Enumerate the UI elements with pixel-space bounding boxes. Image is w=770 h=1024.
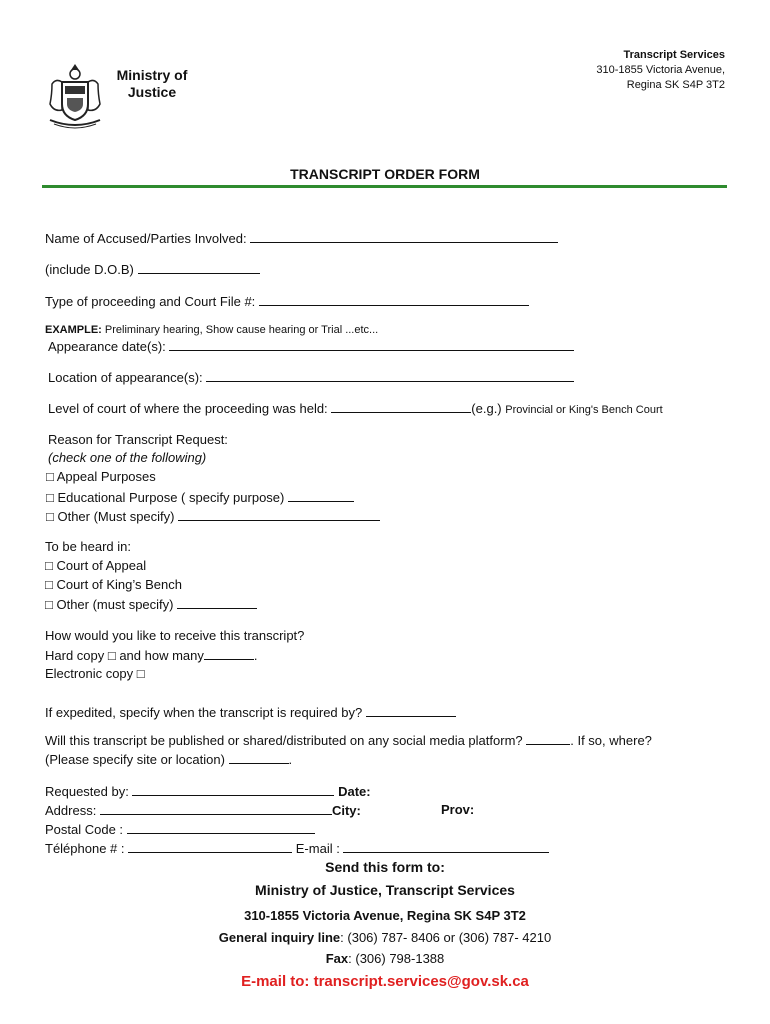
footer-address: 310-1855 Victoria Avenue, Regina SK S4P 3T2 [244,908,526,923]
email-field[interactable] [343,840,549,853]
address-line2: 310-1855 Victoria Avenue, [596,64,725,76]
reason-option-educational-row [46,489,354,506]
heard-option-other-row [45,596,257,613]
city-label: City: [331,803,361,818]
requested-field[interactable] [132,783,334,796]
address-line3: Regina SK S4P 3T2 [626,79,725,91]
header-address [596,48,725,93]
appearance-row [48,338,574,355]
reason-hint: (check one of the following) [48,450,207,465]
name-label: Name of Accused/Parties Involved: [45,231,247,246]
educational-field[interactable] [288,489,354,502]
electronic-copy-option[interactable]: Electronic copy □ [45,666,145,681]
expedited-label: If expedited, specify when the transcript is required by? [45,705,363,720]
ministry-name [112,67,192,101]
level-label: Level of court of where the proceeding was held: [48,401,328,416]
level-eg: (e.g.) [471,401,502,416]
address-label: Address: [45,803,97,818]
phone-row [45,840,549,857]
coat-of-arms-logo [46,60,104,130]
heard-option-kings-bench[interactable]: □ Court of King’s Bench [45,577,182,592]
social-specify-row [45,751,292,768]
appearance-label: Appearance date(s): [48,339,166,354]
phone-label: Téléphone # : [45,841,125,856]
form-title: TRANSCRIPT ORDER FORM [290,166,480,182]
social-field[interactable] [526,732,570,745]
footer-org: Ministry of Justice, Transcript Services [255,882,515,898]
postal-field[interactable] [127,821,315,834]
reason-option-other-row [46,508,380,525]
proceeding-field[interactable] [259,293,529,306]
address-line1: Transcript Services [623,49,725,61]
name-field[interactable] [250,230,558,243]
social-specify-label: (Please specify site or location) [45,752,225,767]
reason-other-field[interactable] [178,508,380,521]
location-label: Location of appearance(s): [48,370,203,385]
level-row [48,400,663,418]
hardcopy-row [45,647,258,664]
reason-option-educational[interactable]: □ Educational Purpose ( specify purpose) [46,490,285,505]
fax-value: : (306) 798-1388 [348,951,445,966]
dob-row [45,261,260,278]
send-to: Send this form to: [325,859,445,875]
footer-inquiry [0,930,770,945]
reason-option-other[interactable]: □ Other (Must specify) [46,509,175,524]
inquiry-label: General inquiry line [218,930,341,945]
expedited-row [45,704,456,721]
address-field[interactable] [100,802,332,815]
inquiry-value: : (306) 787- 8406 or (306) 787- 4210 [340,930,552,945]
location-row [48,369,574,386]
expedited-field[interactable] [366,704,456,717]
date-label: Date: [338,784,371,799]
location-field[interactable] [206,369,574,382]
footer-fax [0,951,770,966]
example-prefix: EXAMPLE: [45,324,102,336]
fax-label: Fax [325,951,349,966]
dob-field[interactable] [138,261,260,274]
postal-row [45,821,315,838]
heard-option-appeal[interactable]: □ Court of Appeal [45,558,147,573]
prov-label: Prov: [441,802,475,817]
hardcopy-label[interactable]: Hard copy □ and how many [45,648,204,663]
email-label: E-mail : [295,841,340,856]
appearance-field[interactable] [169,338,574,351]
reason-label: Reason for Transcript Request: [48,432,228,447]
social-specify-field[interactable] [229,751,289,764]
title-divider [42,185,727,188]
social-row [45,732,652,749]
social-where: . If so, where? [570,733,652,748]
dob-label: (include D.O.B) [45,262,134,277]
heard-label: To be heard in: [45,539,132,554]
ministry-line2: Justice [127,84,177,100]
name-row [45,230,558,247]
hardcopy-period: . [253,648,258,663]
footer-email-row [0,973,770,990]
proceeding-row [45,293,529,310]
level-eg-text: Provincial or King's Bench Court [505,404,663,416]
heard-other-field[interactable] [177,596,257,609]
address-row [45,802,361,819]
receive-label: How would you like to receive this transcript? [45,628,305,643]
heard-option-other[interactable]: □ Other (must specify) [45,597,174,612]
requested-label: Requested by: [45,784,129,799]
phone-field[interactable] [128,840,292,853]
proceeding-label: Type of proceeding and Court File #: [45,294,256,309]
requested-row [45,783,371,800]
ministry-line1: Ministry of [116,67,188,83]
reason-option-appeal[interactable]: □ Appeal Purposes [46,469,156,484]
hardcopy-count-field[interactable] [204,647,254,660]
level-field[interactable] [331,400,471,413]
social-label: Will this transcript be published or shared/distributed on any social media platform? [45,733,523,748]
postal-label: Postal Code : [45,822,124,837]
example-text: Preliminary hearing, Show cause hearing or Trial ...etc... [104,324,379,336]
example-row [45,322,378,338]
footer-email-link[interactable]: E-mail to: transcript.services@gov.sk.ca [241,973,529,990]
social-period: . [288,752,293,767]
